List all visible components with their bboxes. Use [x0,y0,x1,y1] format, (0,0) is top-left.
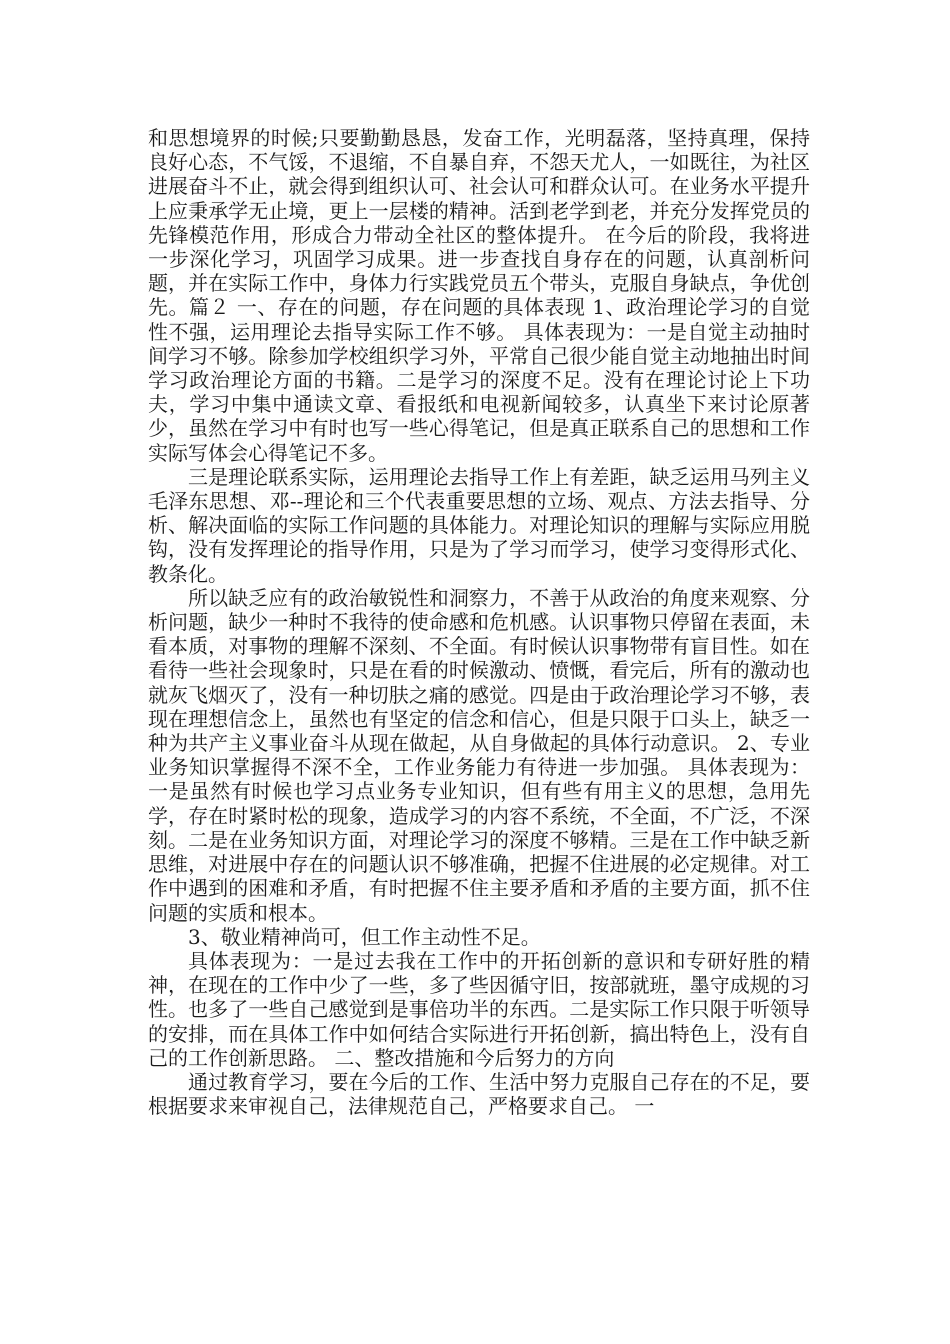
paragraph-3: 所以缺乏应有的政治敏锐性和洞察力，不善于从政治的角度来观察、分析问题，缺少一种时不我待的使命感和危机感。认识事物只停留在表面，未看本质，对事物的理解不深刻、不全面。有时候认识事物带有盲目性。如在看待一些社会现象时，只是在看的时候激动、愤慨，看完后，所有的激动也就灰飞烟灭了，没有一种切肤之痛的感觉。四是由于政治理论学习不够，表现在理想信念上，虽然也有坚定的信念和信心，但是只限于口头上，缺乏一种为共产主义事业奋斗从现在做起，从自身做起的具体行动意识。 2、专业业务知识掌握得不深不全，工作业务能力有待进一步加强。 具体表现为：一是虽然有时候也学习点业务专业知识，但有些有用主义的思想，急用先学，存在时紧时松的现象，造成学习的内容不系统，不全面，不广泛，不深刻。二是在业务知识方面，对理论学习的深度不够精。三是在工作中缺乏新思维，对进展中存在的问题认识不够准确，把握不住进展的必定规律。对工作中遇到的困难和矛盾，有时把握不住主要矛盾和矛盾的主要方面，抓不住问题的实质和根本。 [148,585,810,925]
paragraph-1: 和思想境界的时候;只要勤勤恳恳，发奋工作，光明磊落，坚持真理，保持良好心态，不气馁，不退缩，不自暴自弃，不怨天尤人，一如既往，为社区进展奋斗不止，就会得到组织认可、社会认可和群众认可。在业务水平提升上应秉承学无止境，更上一层楼的精神。活到老学到老，并充分发挥党员的先锋模范作用，形成合力带动全社区的整体提升。 在今后的阶段，我将进一步深化学习，巩固学习成果。进一步查找自身存在的问题，认真剖析问题，并在实际工作中，身体力行实践党员五个带头，克服自身缺点，争优创先。篇２ 一、存在的问题，存在问题的具体表现 1、政治理论学习的自觉性不强，运用理论去指导实际工作不够。 具体表现为：一是自觉主动抽时间学习不够。除参加学校组织学习外，平常自己很少能自觉主动地抽出时间学习政治理论方面的书籍。二是学习的深度不足。没有在理论讨论上下功夫，学习中集中通读文章、看报纸和电视新闻较多，认真坐下来讨论原著少，虽然在学习中有时也写一些心得笔记，但是真正联系自己的思想和工作实际写体会心得笔记不多。 [148,126,810,465]
paragraph-5: 具体表现为：一是过去我在工作中的开拓创新的意识和专研好胜的精神，在现在的工作中少了一些，多了些因循守旧，按部就班，墨守成规的习性。也多了一些自己感觉到是事倍功半的东西。二是实际工作只限于听领导的安排，而在具体工作中如何结合实际进行开拓创新，搞出特色上，没有自己的工作创新思路。 二、整改措施和今后努力的方向 [148,948,810,1070]
paragraph-2: 三是理论联系实际，运用理论去指导工作上有差距，缺乏运用马列主义毛泽东思想、邓--理论和三个代表重要思想的立场、观点、方法去指导、分析、解决面临的实际工作问题的具体能力。对理论知识的理解与实际应用脱钩，没有发挥理论的指导作用，只是为了学习而学习，使学习变得形式化、教条化。 [148,464,810,586]
document-body [148,126,810,1118]
paragraph-6: 通过教育学习，要在今后的工作、生活中努力克服自己存在的不足，要根据要求来审视自己，法律规范自己，严格要求自己。 一 [148,1069,810,1119]
paragraph-4: 3、敬业精神尚可，但工作主动性不足。 [188,924,541,949]
